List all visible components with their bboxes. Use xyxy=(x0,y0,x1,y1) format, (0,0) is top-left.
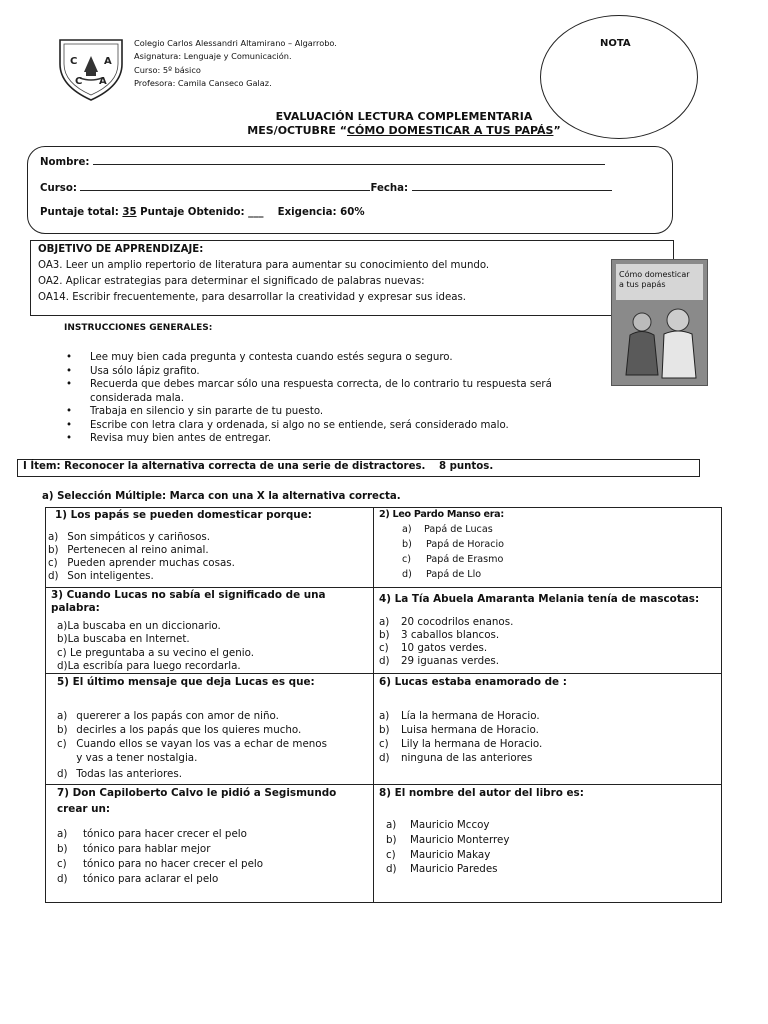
option[interactable]: c) tónico para no hacer crecer el pelo xyxy=(57,858,264,870)
question-6 xyxy=(374,674,722,785)
option[interactable]: d)La escribía para luego recordarla. xyxy=(57,660,241,672)
option[interactable]: a) Mauricio Mccoy xyxy=(386,819,490,831)
question-7 xyxy=(46,785,374,903)
student-info-box xyxy=(27,146,673,234)
subject: Asignatura: Lenguaje y Comunicación. xyxy=(134,51,292,62)
instructions-list xyxy=(66,351,552,446)
option[interactable]: d) tónico para aclarar el pelo xyxy=(57,873,219,885)
option[interactable]: b) decirles a los papás que los quieres mucho. xyxy=(57,724,302,736)
question-2 xyxy=(374,508,722,588)
question-text: 6) Lucas estaba enamorado de : xyxy=(379,676,567,688)
item-points: 8 puntos. xyxy=(439,461,494,472)
option-continuation: y vas a tener nostalgia. xyxy=(76,752,198,764)
question-text-cont: palabra: xyxy=(51,602,100,614)
option[interactable]: a) Son simpáticos y cariñosos. xyxy=(48,531,211,543)
question-4 xyxy=(374,588,722,674)
option[interactable]: c) Le preguntaba a su vecino el genio. xyxy=(57,647,254,659)
svg-text:Cómo domesticar: Cómo domesticar xyxy=(619,270,690,279)
question-5 xyxy=(46,674,374,785)
objective-oa14: OA14. Escribir frecuentemente, para desarrollar la creatividad y expresar sus ideas. xyxy=(38,292,466,303)
option[interactable]: b)La buscaba en Internet. xyxy=(57,633,190,645)
option[interactable]: d) 29 iguanas verdes. xyxy=(379,655,500,667)
objectives-box xyxy=(30,240,674,316)
question-text-cont: crear un: xyxy=(57,803,111,815)
option[interactable]: d) Todas las anteriores. xyxy=(57,768,182,780)
exam-subtitle: MES/OCTUBRE “CÓMO DOMESTICAR A TUS PAPÁS” xyxy=(247,124,561,137)
option[interactable]: c) 10 gatos verdes. xyxy=(379,642,488,654)
instructions-heading: INSTRUCCIONES GENERALES: xyxy=(64,323,213,333)
option[interactable]: d) Papá de Llo xyxy=(402,569,482,580)
option[interactable]: b) Luisa hermana de Horacio. xyxy=(379,724,539,736)
list-item: • Escribe con letra clara y ordenada, si algo no se entiende, será considerado malo. xyxy=(66,419,552,433)
school-info xyxy=(134,37,337,90)
svg-text:C: C xyxy=(70,56,78,67)
option[interactable]: a) tónico para hacer crecer el pelo xyxy=(57,828,247,840)
list-item: • Revisa muy bien antes de entregar. xyxy=(66,432,552,446)
book-cover-image xyxy=(611,259,708,386)
option[interactable]: b) Pertenecen al reino animal. xyxy=(48,544,209,556)
list-item-continuation: considerada mala. xyxy=(90,392,185,404)
option[interactable]: d) Son inteligentes. xyxy=(48,570,154,582)
option[interactable]: a) 20 cocodrilos enanos. xyxy=(379,616,514,628)
objective-oa2: OA2. Aplicar estrategias para determinar el significado de palabras nuevas: xyxy=(38,276,425,287)
option[interactable]: c) Pueden aprender muchas cosas. xyxy=(48,557,235,569)
item-label: I Ítem: Reconocer la alternativa correcta de una serie de distractores. xyxy=(23,461,426,472)
total-score: 35 xyxy=(122,207,137,218)
question-3 xyxy=(46,588,374,674)
exam-title: EVALUACIÓN LECTURA COMPLEMENTARIA xyxy=(275,110,533,123)
list-item: • Recuerda que debes marcar sólo una respuesta correcta, de lo contrario tu respuesta será xyxy=(66,378,552,392)
course: Curso: 5º básico xyxy=(134,64,201,75)
option[interactable]: a) Lía la hermana de Horacio. xyxy=(379,710,540,722)
svg-text:A: A xyxy=(99,76,107,87)
score-field: Puntaje total: 35 Puntaje Obtenido: ___ Exigencia: 60% xyxy=(40,207,365,218)
objective-oa3: OA3. Leer un amplio repertorio de literatura para aumentar su conocimiento del mundo. xyxy=(38,260,490,271)
svg-text:a tus papás: a tus papás xyxy=(619,280,666,289)
question-text: 8) El nombre del autor del libro es: xyxy=(379,787,584,799)
option[interactable]: a) quererer a los papás con amor de niño. xyxy=(57,710,279,722)
option[interactable]: a)La buscaba en un diccionario. xyxy=(57,620,221,632)
objectives-heading: OBJETIVO DE APPRENDIZAJE: xyxy=(38,244,204,255)
item-header xyxy=(17,459,700,477)
course-field[interactable]: Curso: Fecha: xyxy=(40,181,612,194)
option[interactable]: b) 3 caballos blancos. xyxy=(379,629,500,641)
name-field[interactable]: Nombre: xyxy=(40,155,605,168)
svg-text:C: C xyxy=(75,76,83,87)
question-8 xyxy=(374,785,722,903)
school-name: Colegio Carlos Alessandri Altamirano – Algarrobo. xyxy=(134,38,337,48)
question-text: 5) El último mensaje que deja Lucas es que: xyxy=(57,676,315,688)
option[interactable]: c) Mauricio Makay xyxy=(386,849,491,861)
option[interactable]: b) tónico para hablar mejor xyxy=(57,843,211,855)
question-text: 2) Leo Pardo Manso era: xyxy=(379,509,504,520)
school-logo xyxy=(56,34,126,102)
option[interactable]: d) ninguna de las anteriores xyxy=(379,752,533,764)
list-item: • Trabaja en silencio y sin pararte de tu puesto. xyxy=(66,405,552,419)
option[interactable]: b) Papá de Horacio xyxy=(402,539,505,550)
section-instruction: a) Selección Múltiple: Marca con una X la alternativa correcta. xyxy=(42,491,401,502)
list-item: • Usa sólo lápiz grafito. xyxy=(66,365,552,379)
exigencia: Exigencia: 60% xyxy=(277,207,365,218)
book-title: CÓMO DOMESTICAR A TUS PAPÁS xyxy=(346,124,554,137)
question-text: 4) La Tía Abuela Amaranta Melania tenía de mascotas: xyxy=(379,593,700,605)
teacher: Profesora: Camila Canseco Galaz. xyxy=(134,77,272,88)
question-text: 1) Los papás se pueden domesticar porque: xyxy=(55,509,312,521)
svg-text:A: A xyxy=(104,56,112,67)
obtained-score: Puntaje Obtenido: ___ xyxy=(140,207,264,218)
question-1 xyxy=(46,508,374,588)
grade-label: NOTA xyxy=(600,38,631,49)
option[interactable]: b) Mauricio Monterrey xyxy=(386,834,510,846)
date-label: Fecha: xyxy=(370,183,409,194)
option[interactable]: c) Papá de Erasmo xyxy=(402,554,504,565)
question-text: 3) Cuando Lucas no sabía el significado de una xyxy=(51,589,326,601)
questions-table xyxy=(45,507,722,903)
option[interactable]: c) Lily la hermana de Horacio. xyxy=(379,738,543,750)
option[interactable]: a) Papá de Lucas xyxy=(402,524,493,535)
option[interactable]: d) Mauricio Paredes xyxy=(386,863,498,875)
question-text: 7) Don Capiloberto Calvo le pidió a Segismundo xyxy=(57,787,337,799)
option[interactable]: c) Cuando ellos se vayan los vas a echar de menos xyxy=(57,738,327,750)
list-item: • Lee muy bien cada pregunta y contesta cuando estés segura o seguro. xyxy=(66,351,552,365)
